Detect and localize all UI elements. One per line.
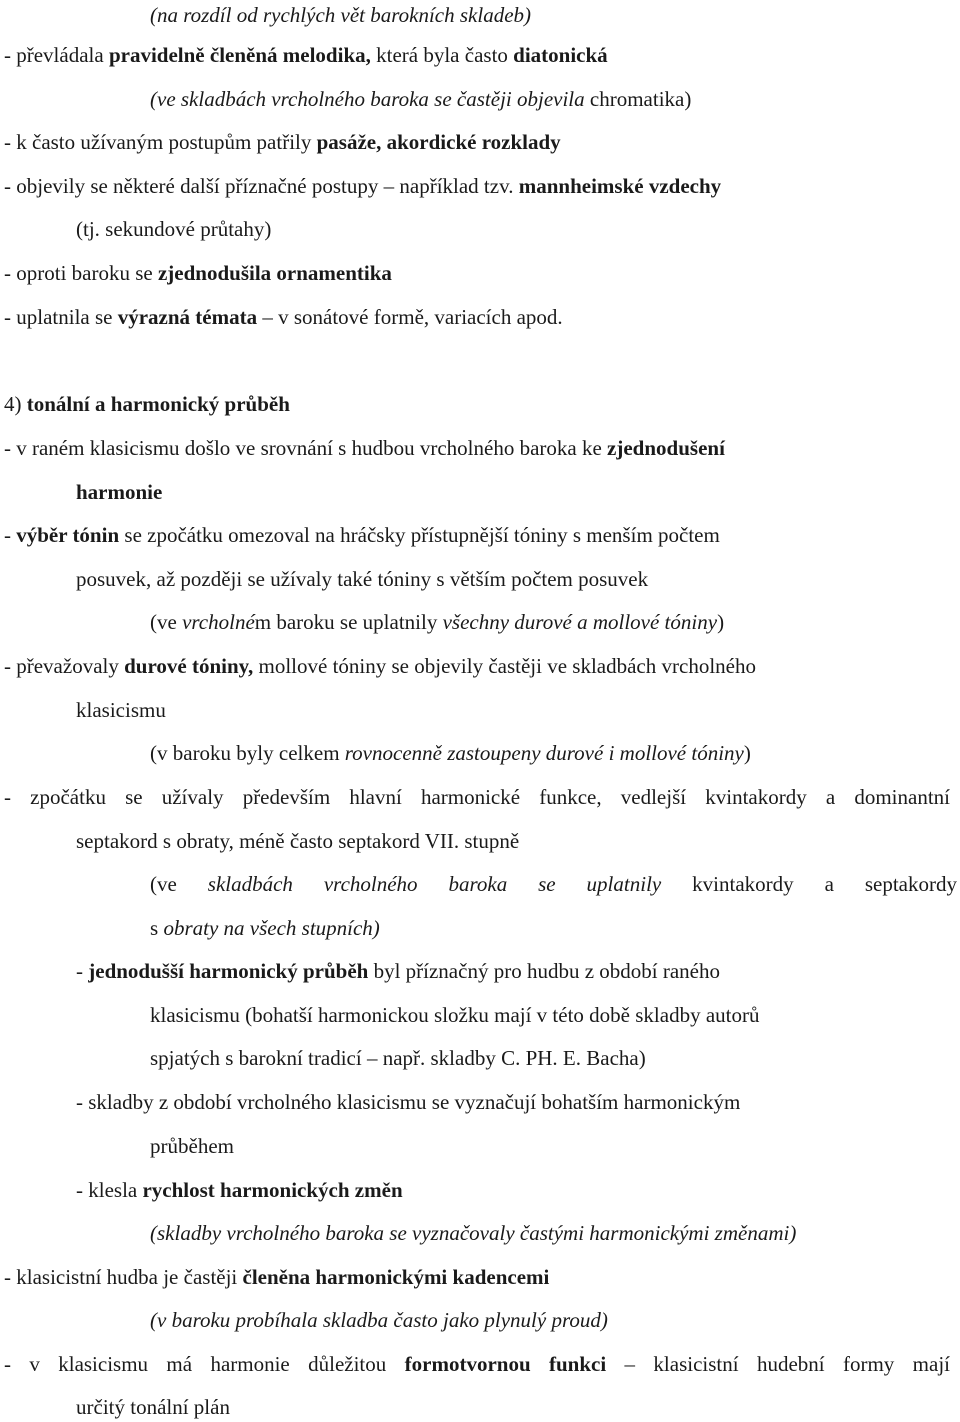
text-run: posuvek, až později se užívaly také tóniny s větším počtem posuvek (76, 567, 649, 591)
bold-text: durové tóniny, (124, 654, 254, 678)
text-line (0, 1305, 960, 1335)
text-run: - k často užívaným postupům patřily (4, 130, 317, 154)
bold-text: pravidelně členěná melodika, (108, 43, 371, 67)
text-run: ) (717, 610, 725, 634)
text-line (0, 1175, 960, 1205)
text-run: - (76, 959, 89, 983)
text-run: ) (743, 741, 751, 765)
bold-text: mannheimské vzdechy (518, 174, 722, 198)
text-run: - objevily se některé další příznačné postupy – například tzv. (4, 174, 519, 198)
text-line (0, 564, 960, 594)
text-run: septakord s obraty, méně často septakord VII. stupně (76, 829, 520, 853)
bold-text: tonální a harmonický průběh (26, 392, 290, 416)
text-run: - v klasicismu má harmonie důležitou (4, 1352, 405, 1376)
text-run: klasicismu (76, 698, 166, 722)
italic-text: rovnocenně zastoupeny durové i mollové tóniny (344, 741, 744, 765)
text-run: určitý tonální plán (76, 1395, 230, 1419)
bold-text: výrazná témata (117, 305, 258, 329)
text-run: - v raném klasicismu došlo ve srovnání s hudbou vrcholného baroka ke (4, 436, 608, 460)
text-line (0, 913, 960, 943)
bold-text: zjednodušení (607, 436, 725, 460)
text-line (0, 520, 960, 550)
text-run: 4) (4, 392, 27, 416)
text-line (0, 1349, 950, 1379)
italic-text: všechny durové a mollové tóniny (442, 610, 718, 634)
text-line (0, 127, 960, 157)
text-line (0, 695, 960, 725)
text-run: (v baroku byly celkem (150, 741, 345, 765)
text-line (0, 782, 950, 812)
italic-text: (v baroku probíhala skladba často jako plynulý proud) (150, 1308, 608, 1332)
text-line (0, 1000, 960, 1030)
text-run: - zpočátku se užívaly především hlavní harmonické funkce, vedlejší kvintakordy a dominantní (4, 785, 950, 809)
bold-text: výběr tónin (16, 523, 120, 547)
italic-text: vrcholné (182, 610, 255, 634)
text-line (0, 1262, 960, 1292)
text-run: byl příznačný pro hudbu z období raného (368, 959, 720, 983)
text-run: - klesla (76, 1178, 143, 1202)
text-run: (ve (150, 872, 208, 896)
text-run: – klasicistní hudební formy mají (606, 1352, 950, 1376)
text-run: klasicismu (bohatší harmonickou složku mají v této době skladby autorů (150, 1003, 760, 1027)
bold-text: jednodušší harmonický průběh (88, 959, 369, 983)
bold-text: formotvornou funkci (404, 1352, 607, 1376)
text-run: - oproti baroku se (4, 261, 158, 285)
text-line (0, 477, 960, 507)
text-run: - skladby z období vrcholného klasicismu se vyznačují bohatším harmonickým (76, 1090, 741, 1114)
italic-text: obraty na všech stupních) (163, 916, 380, 940)
text-line (0, 1392, 960, 1422)
text-line (0, 433, 960, 463)
text-run: průběhem (150, 1134, 234, 1158)
section-heading (0, 389, 960, 419)
bold-text: harmonie (76, 480, 163, 504)
text-run: (tj. sekundové průtahy) (76, 217, 272, 241)
bold-text: diatonická (513, 43, 608, 67)
text-run: - (4, 523, 17, 547)
text-line (0, 258, 960, 288)
text-line (0, 651, 960, 681)
bold-text: rychlost harmonických změn (142, 1178, 403, 1202)
text-run: - klasicistní hudba je častěji (4, 1265, 243, 1289)
text-line (0, 0, 960, 30)
text-line (0, 607, 960, 637)
text-line (0, 40, 960, 70)
text-run: chromatika) (589, 87, 692, 111)
text-run: která byla často (370, 43, 514, 67)
text-line (0, 214, 960, 244)
text-run: - převládala (4, 43, 109, 67)
italic-text: skladbách vrcholného baroka se uplatnily (207, 872, 662, 896)
italic-text: (na rozdíl od rychlých vět barokních skladeb) (150, 3, 532, 27)
text-line (0, 956, 960, 986)
text-run: – v sonátové formě, variacích apod. (257, 305, 563, 329)
bold-text: pasáže, akordické rozklady (316, 130, 561, 154)
italic-text: (skladby vrcholného baroka se vyznačovaly častými harmonickými změnami) (150, 1221, 797, 1245)
text-run: (ve (150, 610, 183, 634)
text-line (0, 171, 960, 201)
bold-text: zjednodušila ornamentika (157, 261, 392, 285)
text-line (0, 869, 957, 899)
text-line (0, 1087, 960, 1117)
text-run: mollové tóniny se objevily častěji ve skladbách vrcholného (253, 654, 756, 678)
text-line (0, 84, 960, 114)
text-run: spjatých s barokní tradicí – např. skladby C. PH. E. Bacha) (150, 1046, 646, 1070)
text-run: kvintakordy a septakordy (661, 872, 957, 896)
text-run: - převažovaly (4, 654, 125, 678)
text-line (0, 738, 960, 768)
text-line (0, 826, 960, 856)
text-run: s (150, 916, 164, 940)
text-line (0, 1043, 960, 1073)
bold-text: členěna harmonickými kadencemi (242, 1265, 550, 1289)
text-run: - uplatnila se (4, 305, 118, 329)
text-line (0, 302, 960, 332)
text-line (0, 1218, 960, 1248)
text-line (0, 1131, 960, 1161)
text-run: se zpočátku omezoval na hráčsky přístupnější tóniny s menším počtem (119, 523, 720, 547)
italic-text: (ve skladbách vrcholného baroka se častěji objevila (150, 87, 590, 111)
text-run: m baroku se uplatnily (254, 610, 443, 634)
